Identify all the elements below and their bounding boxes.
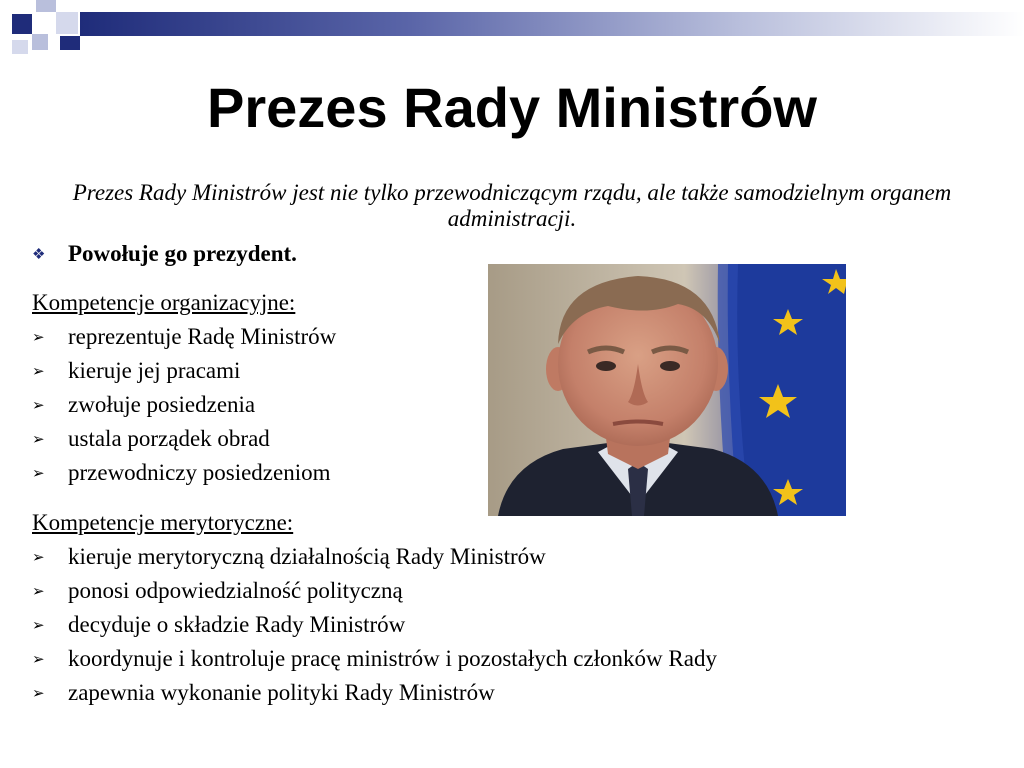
header-gradient-bar — [80, 12, 1024, 36]
list-item-text: koordynuje i kontroluje pracę ministrów i pozostałych członków Rady — [68, 646, 717, 671]
list-item — [32, 642, 717, 676]
list-item-text: zapewnia wykonanie polityki Rady Ministrów — [68, 680, 495, 705]
list-item-text: ponosi odpowiedzialność polityczną — [68, 578, 403, 603]
deco-square — [60, 36, 80, 50]
list-item-text: zwołuje posiedzenia — [68, 392, 256, 417]
intro-text: Prezes Rady Ministrów jest nie tylko przewodniczącym rządu, ale także samodzielnym organem administracji. — [72, 180, 952, 231]
substantive-list — [32, 540, 717, 710]
section-heading-organizational: Kompetencje organizacyjne: — [32, 290, 296, 315]
list-item-text: kieruje merytoryczną działalnością Rady Ministrów — [68, 544, 546, 569]
diamond-bullet-icon: ❖ — [32, 247, 46, 263]
deco-square — [56, 12, 78, 34]
list-item — [32, 456, 336, 490]
arrow-bullet-icon: ➢ — [32, 652, 45, 668]
arrow-bullet-icon: ➢ — [32, 398, 45, 414]
portrait-illustration — [488, 264, 846, 516]
list-item-text: przewodniczy posiedzeniom — [68, 460, 331, 485]
arrow-bullet-icon: ➢ — [32, 686, 45, 702]
arrow-bullet-icon: ➢ — [32, 364, 45, 380]
deco-square — [12, 14, 32, 34]
slide-title: Prezes Rady Ministrów — [207, 76, 817, 139]
arrow-bullet-icon: ➢ — [32, 432, 45, 448]
arrow-bullet-icon: ➢ — [32, 330, 45, 346]
section-heading-substantive: Kompetencje merytoryczne: — [32, 510, 294, 535]
list-item-text: kieruje jej pracami — [68, 358, 241, 383]
arrow-bullet-icon: ➢ — [32, 618, 45, 634]
arrow-bullet-icon: ➢ — [32, 584, 45, 600]
list-item — [32, 388, 336, 422]
list-item-text: ustala porządek obrad — [68, 426, 270, 451]
deco-square — [12, 40, 28, 54]
organizational-list — [32, 320, 336, 490]
list-item-text: decyduje o składzie Rady Ministrów — [68, 612, 406, 637]
list-item — [32, 676, 717, 710]
key-point-text: Powołuje go prezydent. — [68, 241, 297, 266]
portrait-photo — [488, 264, 846, 516]
list-item — [32, 574, 717, 608]
key-point — [32, 240, 297, 269]
deco-square — [32, 34, 48, 50]
list-item — [32, 320, 336, 354]
list-item — [32, 422, 336, 456]
list-item-text: reprezentuje Radę Ministrów — [68, 324, 337, 349]
list-item — [32, 354, 336, 388]
arrow-bullet-icon: ➢ — [32, 466, 45, 482]
list-item — [32, 608, 717, 642]
list-item — [32, 540, 717, 574]
deco-square — [36, 0, 56, 12]
arrow-bullet-icon: ➢ — [32, 550, 45, 566]
